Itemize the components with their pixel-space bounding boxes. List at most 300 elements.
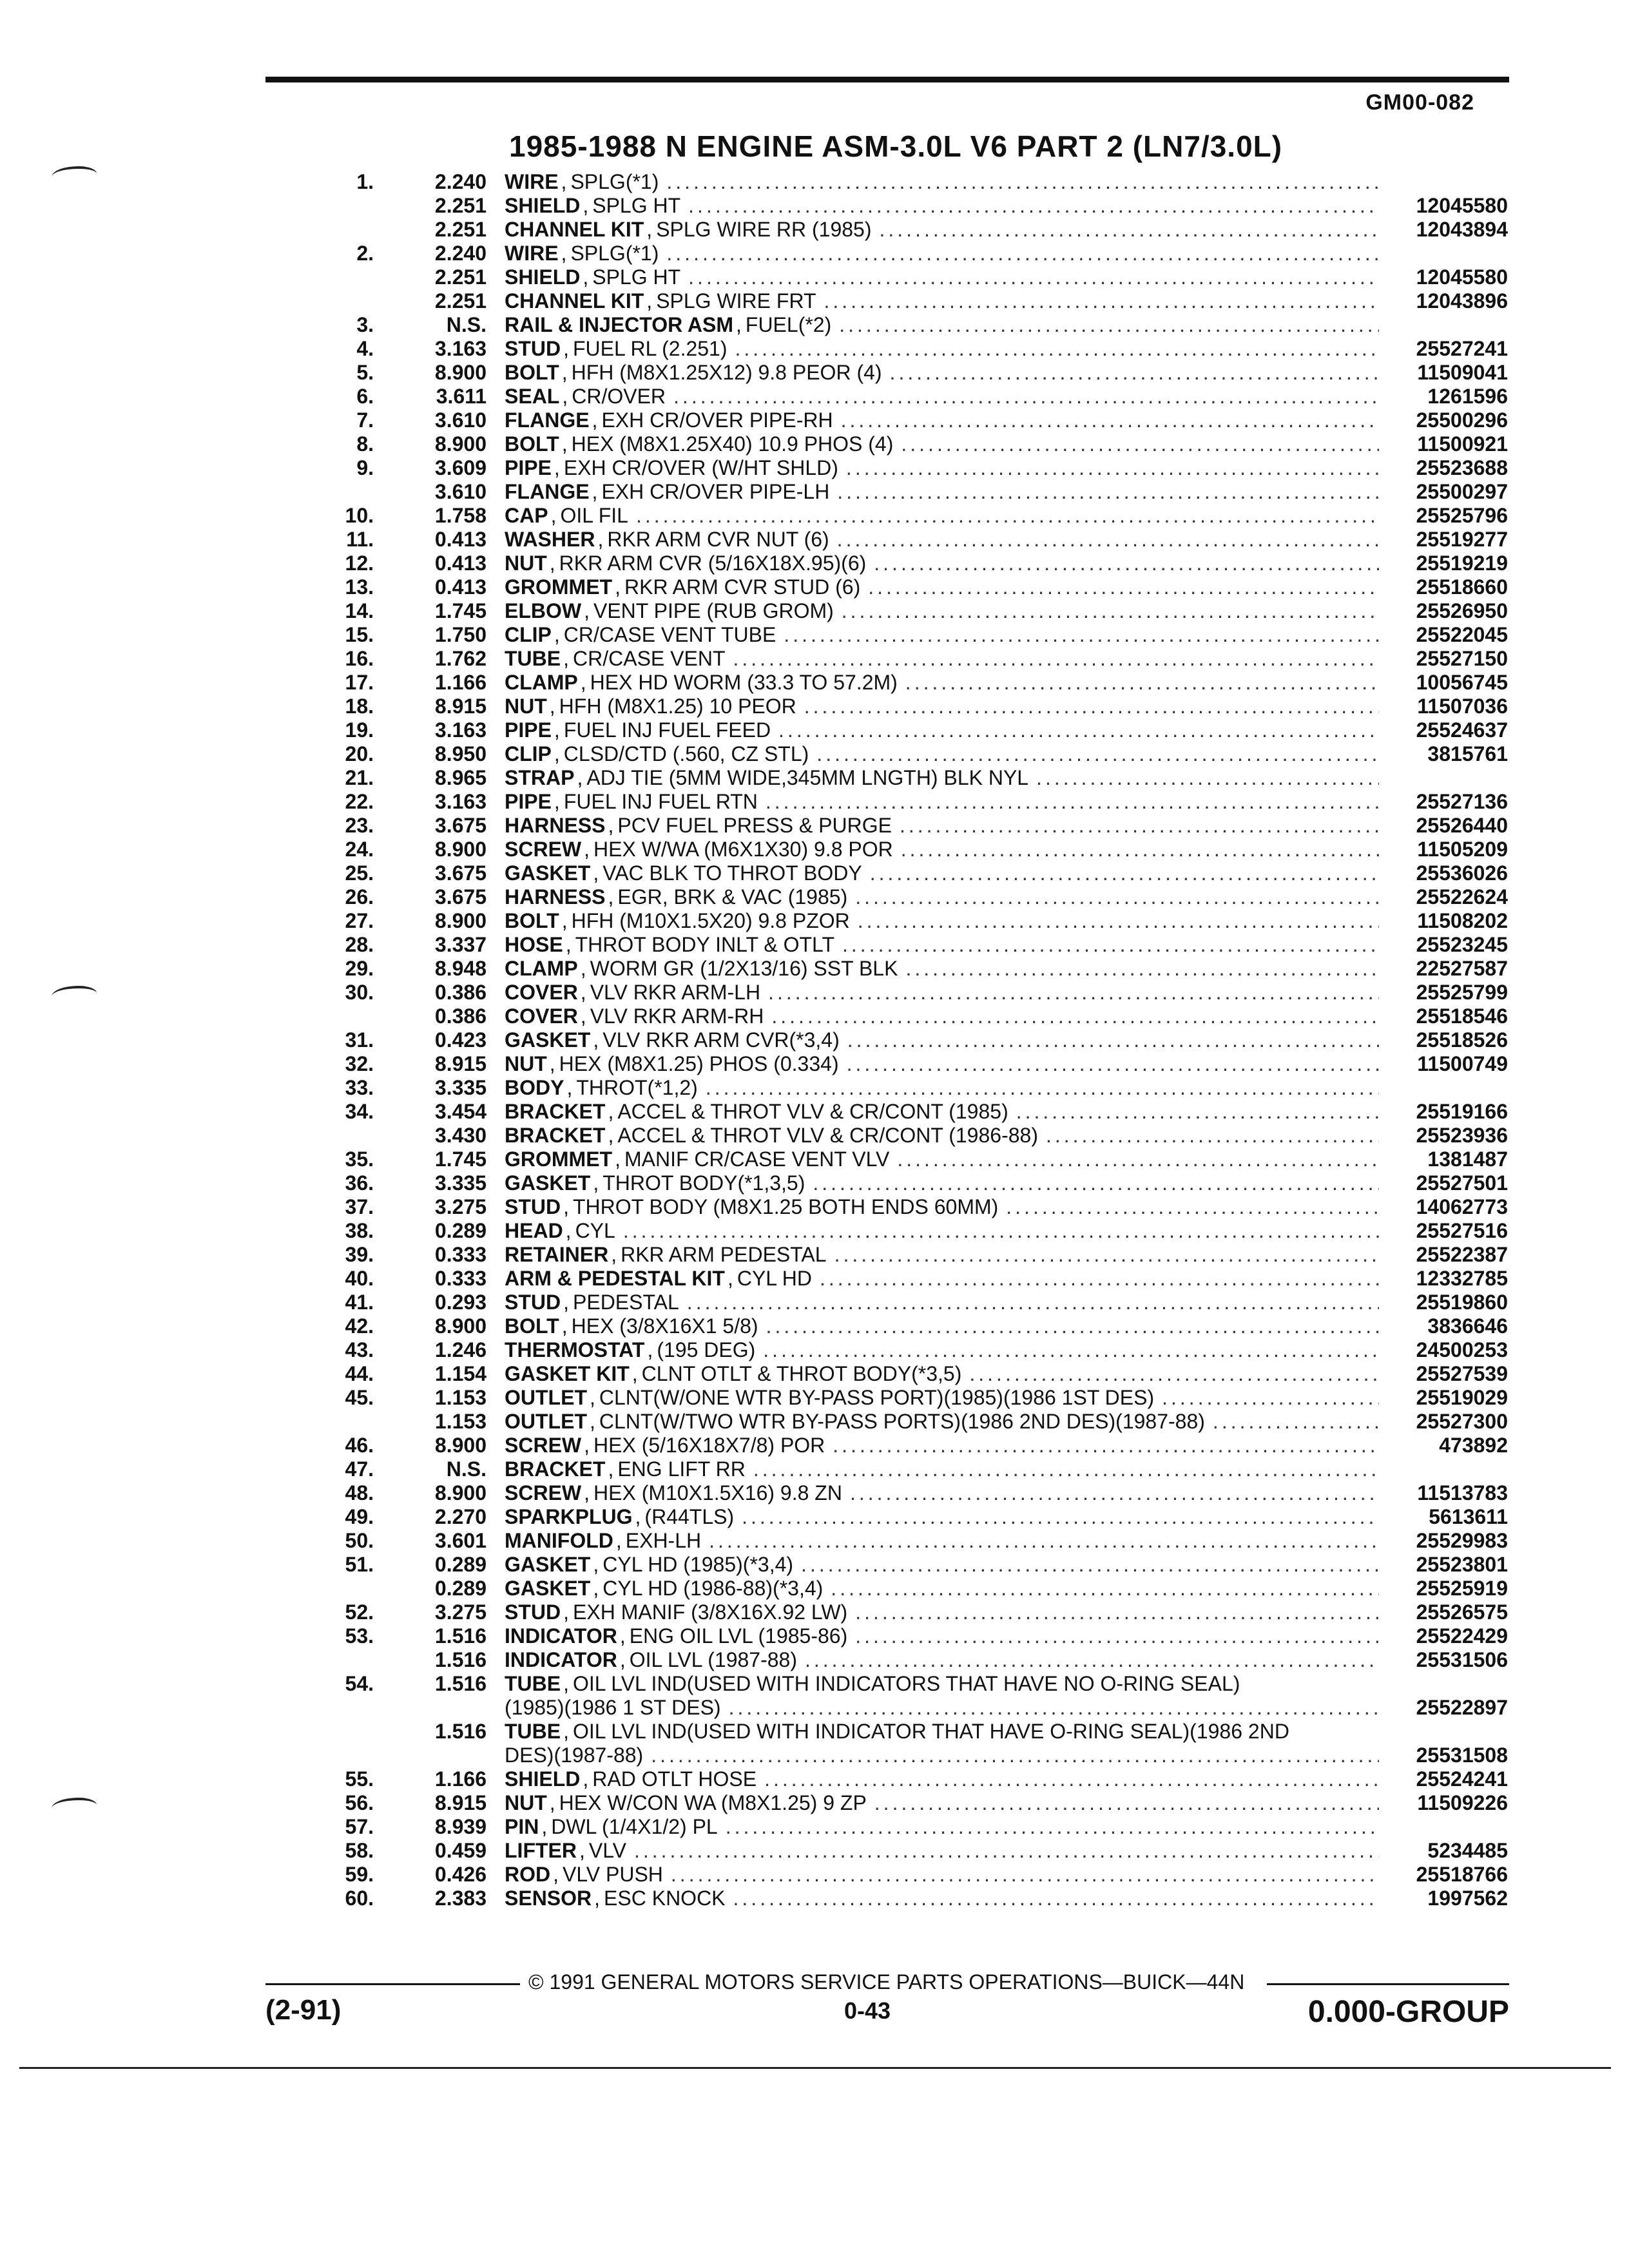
part-name: FLANGE xyxy=(505,408,590,432)
part-name: CHANNEL KIT xyxy=(505,289,644,312)
separator: , xyxy=(646,289,653,312)
dot-leader xyxy=(1213,1410,1379,1434)
part-name: HARNESS xyxy=(505,885,606,908)
part-detail: CLNT(W/TWO WTR BY-PASS PORTS)(1986 2ND DES)(1987-88) xyxy=(599,1410,1205,1433)
item-number: 55. xyxy=(345,1767,374,1791)
item-number: 3. xyxy=(356,313,374,336)
separator: , xyxy=(608,885,614,908)
parts-row xyxy=(284,408,1508,432)
item-number: 45. xyxy=(345,1386,374,1409)
part-detail: EXH CR/OVER PIPE-RH xyxy=(601,408,833,432)
part-detail: OIL LVL (1987-88) xyxy=(629,1648,797,1671)
part-number: 25500296 xyxy=(1416,408,1508,432)
part-number: 24500253 xyxy=(1416,1338,1508,1361)
item-number: 2. xyxy=(356,242,374,265)
separator: , xyxy=(584,599,590,622)
part-detail: CYL xyxy=(575,1219,615,1242)
parts-list xyxy=(284,170,1508,1910)
dot-leader xyxy=(837,480,1379,504)
separator: , xyxy=(611,1243,617,1266)
separator: , xyxy=(541,1815,548,1838)
item-number: 47. xyxy=(345,1457,374,1481)
part-number: 25518766 xyxy=(1416,1863,1508,1886)
separator: , xyxy=(579,1839,585,1862)
item-number: 54. xyxy=(345,1672,374,1695)
part-name: SHIELD xyxy=(505,194,581,217)
part-name: CLAMP xyxy=(505,671,578,694)
dot-leader xyxy=(870,861,1379,885)
group-number: 1.153 xyxy=(434,1386,487,1409)
parts-row xyxy=(284,1696,1508,1720)
part-description xyxy=(505,695,1379,718)
item-number: 41. xyxy=(345,1291,374,1314)
group-number: 3.610 xyxy=(434,480,487,503)
group-number: 0.423 xyxy=(434,1028,487,1052)
part-detail: FUEL RL (2.251) xyxy=(573,337,728,360)
margin-punch-mark xyxy=(52,1798,97,1816)
separator: , xyxy=(580,957,586,980)
part-detail: VLV RKR ARM-LH xyxy=(590,981,761,1004)
part-detail: SPLG WIRE FRT xyxy=(656,289,816,312)
parts-row xyxy=(284,838,1508,861)
separator: , xyxy=(608,1100,614,1123)
part-detail: ENG OIL LVL (1985-86) xyxy=(629,1624,848,1648)
separator: , xyxy=(615,1529,622,1552)
separator: , xyxy=(597,528,604,551)
separator: , xyxy=(565,933,572,956)
separator: , xyxy=(550,504,557,527)
part-description xyxy=(505,790,1379,814)
dot-leader xyxy=(837,528,1379,552)
group-number: 0.289 xyxy=(434,1553,487,1576)
parts-row xyxy=(284,1529,1508,1553)
group-number: 3.601 xyxy=(434,1529,487,1552)
dot-leader xyxy=(688,194,1379,218)
part-name: GASKET xyxy=(505,1577,591,1600)
part-number: 11500921 xyxy=(1417,432,1508,456)
part-description xyxy=(505,432,1379,456)
parts-row xyxy=(284,552,1508,575)
part-detail: THROT BODY(*1,3,5) xyxy=(602,1171,805,1195)
item-number: 51. xyxy=(345,1553,374,1576)
group-number: 3.430 xyxy=(434,1124,487,1147)
dot-leader xyxy=(764,1767,1379,1791)
parts-row xyxy=(284,528,1508,552)
group-number: 3.675 xyxy=(434,861,487,885)
group-number: 0.413 xyxy=(434,528,487,551)
separator: , xyxy=(554,623,560,646)
separator: , xyxy=(563,1672,569,1695)
part-number: 25536026 xyxy=(1416,861,1508,885)
separator: , xyxy=(615,1148,621,1171)
part-description xyxy=(505,1767,1379,1791)
part-description xyxy=(505,671,1379,695)
separator: , xyxy=(549,552,555,575)
page-number: 0-43 xyxy=(844,1997,891,2024)
dot-leader xyxy=(855,1624,1379,1648)
part-description xyxy=(505,981,1379,1004)
group-number: 2.251 xyxy=(434,218,487,241)
item-number: 38. xyxy=(345,1219,374,1242)
part-number: 25531506 xyxy=(1416,1648,1508,1671)
parts-row xyxy=(284,1505,1508,1529)
part-description xyxy=(505,361,1379,385)
parts-row xyxy=(284,1457,1508,1481)
part-description xyxy=(505,647,1379,671)
parts-row xyxy=(284,1004,1508,1028)
dot-leader xyxy=(623,1219,1379,1243)
group-number: 1.154 xyxy=(434,1362,487,1385)
item-number: 13. xyxy=(345,575,374,599)
part-description xyxy=(505,861,1379,885)
part-name: HEAD xyxy=(505,1219,563,1242)
part-name: ARM & PEDESTAL KIT xyxy=(505,1267,725,1290)
item-number: 53. xyxy=(345,1624,374,1648)
item-number: 35. xyxy=(345,1148,374,1171)
part-description xyxy=(505,1267,1379,1291)
parts-row xyxy=(284,289,1508,313)
part-description xyxy=(505,1100,1379,1124)
part-name: CAP xyxy=(505,504,548,527)
parts-row xyxy=(284,1362,1508,1386)
item-number: 36. xyxy=(345,1171,374,1195)
part-name: INDICATOR xyxy=(505,1624,617,1648)
part-description xyxy=(505,742,1379,766)
parts-row xyxy=(284,480,1508,504)
group-number: 0.426 xyxy=(434,1863,487,1886)
separator: , xyxy=(549,1052,555,1075)
part-number: 25522624 xyxy=(1416,885,1508,908)
dot-leader xyxy=(905,671,1379,695)
part-description xyxy=(505,1648,1379,1672)
separator: , xyxy=(631,1362,638,1385)
parts-row xyxy=(284,337,1508,361)
part-name: OUTLET xyxy=(505,1386,587,1409)
dot-leader xyxy=(742,1505,1379,1529)
part-detail: WORM GR (1/2X13/16) SST BLK xyxy=(590,957,898,980)
group-number: 3.275 xyxy=(434,1195,487,1218)
parts-row xyxy=(284,1815,1508,1839)
separator: , xyxy=(608,814,614,837)
separator: , xyxy=(615,575,621,599)
parts-row xyxy=(284,1052,1508,1076)
separator: , xyxy=(566,1076,573,1099)
dot-leader xyxy=(1162,1386,1379,1410)
dot-leader xyxy=(673,385,1379,408)
part-detail: HEX (M8X1.25) PHOS (0.334) xyxy=(559,1052,839,1075)
parts-row xyxy=(284,790,1508,814)
dot-leader xyxy=(771,1004,1379,1028)
part-number: 11513783 xyxy=(1417,1481,1508,1504)
group-number: 1.246 xyxy=(434,1338,487,1361)
group-number: 2.251 xyxy=(434,265,487,289)
item-number: 24. xyxy=(345,838,374,861)
separator: , xyxy=(727,1267,733,1290)
parts-row xyxy=(284,170,1508,194)
group-number: 1.762 xyxy=(434,647,487,670)
dot-leader xyxy=(733,1887,1379,1910)
group-number: 3.163 xyxy=(434,718,487,742)
group-number: 0.459 xyxy=(434,1839,487,1862)
part-detail: DWL (1/4X1/2) PL xyxy=(551,1815,718,1838)
dot-leader xyxy=(729,1696,1379,1720)
parts-row xyxy=(284,1434,1508,1457)
part-description xyxy=(505,1291,1379,1314)
part-description xyxy=(505,599,1379,623)
item-number: 14. xyxy=(345,599,374,622)
dot-leader xyxy=(900,814,1379,838)
part-name: SENSOR xyxy=(505,1887,592,1910)
parts-row xyxy=(284,1600,1508,1624)
parts-row xyxy=(284,814,1508,838)
part-description xyxy=(505,1624,1379,1648)
dot-leader xyxy=(820,1267,1379,1291)
dot-leader xyxy=(841,408,1379,432)
group-number: 1.758 xyxy=(434,504,487,527)
part-number: 10056745 xyxy=(1416,671,1508,694)
parts-row xyxy=(284,981,1508,1004)
item-number: 50. xyxy=(345,1529,374,1552)
separator: , xyxy=(562,385,568,408)
parts-row xyxy=(284,218,1508,242)
part-detail: ESC KNOCK xyxy=(604,1887,726,1910)
dot-leader xyxy=(805,1648,1379,1672)
part-number: 25522387 xyxy=(1416,1243,1508,1266)
part-number: 25527150 xyxy=(1416,647,1508,670)
part-number: 25524241 xyxy=(1416,1767,1508,1791)
part-detail: CYL HD xyxy=(737,1267,812,1290)
group-number: 8.900 xyxy=(434,838,487,861)
separator: , xyxy=(589,1410,595,1433)
part-description xyxy=(505,242,1379,265)
part-detail: EXH CR/OVER PIPE-LH xyxy=(601,480,830,503)
parts-row xyxy=(284,909,1508,933)
parts-row xyxy=(284,718,1508,742)
dot-leader xyxy=(833,1434,1379,1457)
item-number: 18. xyxy=(345,695,374,718)
part-description xyxy=(505,575,1379,599)
part-number: 25527539 xyxy=(1416,1362,1508,1385)
part-description xyxy=(505,1863,1379,1887)
parts-row xyxy=(284,194,1508,218)
item-number: 42. xyxy=(345,1314,374,1338)
part-number: 25527300 xyxy=(1416,1410,1508,1433)
group-number: 0.293 xyxy=(434,1291,487,1314)
part-detail: HEX (3/8X16X1 5/8) xyxy=(571,1314,758,1338)
part-name: BOLT xyxy=(505,909,559,932)
part-name: MANIFOLD xyxy=(505,1529,613,1552)
dot-leader xyxy=(1036,766,1379,790)
part-description xyxy=(505,933,1379,957)
part-number: 25523245 xyxy=(1416,933,1508,956)
part-description xyxy=(505,1696,1379,1720)
dot-leader xyxy=(905,957,1379,981)
item-number: 21. xyxy=(345,766,374,789)
item-number: 59. xyxy=(345,1863,374,1886)
separator: , xyxy=(561,909,568,932)
parts-row xyxy=(284,361,1508,385)
dot-leader xyxy=(831,1577,1379,1600)
part-detail: OIL LVL IND(USED WITH INDICATORS THAT HAVE NO O-RING SEAL) xyxy=(573,1672,1240,1695)
part-description xyxy=(505,1457,1379,1481)
item-number: 49. xyxy=(345,1505,374,1528)
item-number: 17. xyxy=(345,671,374,694)
part-number: 25522429 xyxy=(1416,1624,1508,1648)
part-name: BOLT xyxy=(505,432,559,456)
part-number: 25500297 xyxy=(1416,480,1508,503)
part-name: CHANNEL KIT xyxy=(505,218,644,241)
part-detail: (1985)(1986 1 ST DES) xyxy=(505,1696,721,1719)
parts-row xyxy=(284,456,1508,480)
group-number: 3.163 xyxy=(434,790,487,813)
dot-leader xyxy=(969,1362,1379,1386)
dot-leader xyxy=(766,1314,1379,1338)
parts-row xyxy=(284,1648,1508,1672)
part-description xyxy=(505,1148,1379,1171)
separator: , xyxy=(584,1434,590,1457)
group-number: 1.166 xyxy=(434,671,487,694)
separator: , xyxy=(619,1648,626,1671)
part-name: NUT xyxy=(505,1052,547,1075)
item-number: 39. xyxy=(345,1243,374,1266)
dot-leader xyxy=(671,1863,1379,1887)
dot-leader xyxy=(666,242,1379,265)
dot-leader xyxy=(813,1171,1379,1195)
item-number: 8. xyxy=(356,432,374,456)
separator: , xyxy=(563,337,569,360)
group-number: 8.900 xyxy=(434,1314,487,1338)
separator: , xyxy=(561,1314,568,1338)
parts-row xyxy=(284,1243,1508,1267)
group-number: 8.900 xyxy=(434,432,487,456)
part-detail: VLV PUSH xyxy=(563,1863,663,1886)
part-name: BRACKET xyxy=(505,1124,606,1147)
group-number: 8.915 xyxy=(434,695,487,718)
part-detail: THROT BODY INLT & OTLT xyxy=(575,933,835,956)
part-number: 12043896 xyxy=(1416,289,1508,312)
item-number: 15. xyxy=(345,623,374,646)
part-number: 25518660 xyxy=(1416,575,1508,599)
part-name: SEAL xyxy=(505,385,560,408)
part-description xyxy=(505,1004,1379,1028)
parts-row xyxy=(284,1124,1508,1148)
part-description xyxy=(505,1434,1379,1457)
item-number: 10. xyxy=(345,504,374,527)
part-description xyxy=(505,1410,1379,1434)
part-detail: ADJ TIE (5MM WIDE,345MM LNGTH) BLK NYL xyxy=(586,766,1029,789)
part-number: 11505209 xyxy=(1417,838,1508,861)
part-number: 25523801 xyxy=(1416,1553,1508,1576)
part-detail: VLV RKR ARM-RH xyxy=(590,1004,764,1028)
part-detail: FUEL INJ FUEL FEED xyxy=(563,718,771,742)
parts-row xyxy=(284,1481,1508,1505)
part-description xyxy=(505,1577,1379,1600)
item-number: 29. xyxy=(345,957,374,980)
date-code: (2-91) xyxy=(265,1994,342,2026)
part-name: STUD xyxy=(505,1600,561,1624)
part-detail: EXH MANIF (3/8X16X.92 LW) xyxy=(573,1600,848,1624)
part-detail: HFH (M8X1.25) 10 PEOR xyxy=(559,695,796,718)
separator: , xyxy=(594,1887,601,1910)
part-number: 22527587 xyxy=(1416,957,1508,980)
group-number: 3.609 xyxy=(434,456,487,479)
part-name: PIN xyxy=(505,1815,539,1838)
part-description xyxy=(505,1553,1379,1577)
group-number: 3.610 xyxy=(434,408,487,432)
separator: , xyxy=(554,456,560,479)
item-number: 32. xyxy=(345,1052,374,1075)
separator: , xyxy=(553,1863,559,1886)
dot-leader xyxy=(634,1839,1379,1863)
parts-row xyxy=(284,1100,1508,1124)
part-name: BRACKET xyxy=(505,1457,606,1481)
part-number: 25526440 xyxy=(1416,814,1508,837)
part-detail: THROT BODY (M8X1.25 BOTH ENDS 60MM) xyxy=(573,1195,999,1218)
item-number: 20. xyxy=(345,742,374,765)
group-number: 2.251 xyxy=(434,289,487,312)
group-number: 0.333 xyxy=(434,1243,487,1266)
group-number: 2.240 xyxy=(434,242,487,265)
separator: , xyxy=(592,480,598,503)
part-name: NUT xyxy=(505,1791,547,1814)
part-description xyxy=(505,1529,1379,1553)
item-number: 4. xyxy=(356,337,374,360)
part-detail: HEX (M10X1.5X16) 9.8 ZN xyxy=(593,1481,842,1504)
part-number: 25522045 xyxy=(1416,623,1508,646)
dot-leader xyxy=(850,1481,1379,1505)
separator: , xyxy=(647,1338,653,1361)
part-description xyxy=(505,885,1379,909)
part-detail: MANIF CR/CASE VENT VLV xyxy=(624,1148,890,1171)
part-detail: THROT(*1,2) xyxy=(576,1076,698,1099)
parts-row xyxy=(284,671,1508,695)
group-number: 3.675 xyxy=(434,814,487,837)
part-name: BOLT xyxy=(505,361,559,384)
separator: , xyxy=(646,218,653,241)
part-number: 11509226 xyxy=(1417,1791,1508,1814)
item-number: 5. xyxy=(356,361,374,384)
part-name: HOSE xyxy=(505,933,563,956)
parts-row xyxy=(284,742,1508,766)
part-description xyxy=(505,623,1379,647)
group-number: 8.915 xyxy=(434,1052,487,1075)
part-name: GASKET xyxy=(505,1553,591,1576)
part-name: SPARKPLUG xyxy=(505,1505,633,1528)
part-detail: RKR ARM CVR (5/16X18X.95)(6) xyxy=(559,552,867,575)
item-number: 25. xyxy=(345,861,374,885)
part-detail: RKR ARM CVR NUT (6) xyxy=(607,528,829,551)
parts-row xyxy=(284,1553,1508,1577)
group-number: 1.516 xyxy=(434,1720,487,1743)
part-detail: SPLG HT xyxy=(592,265,681,289)
part-number: 25518526 xyxy=(1416,1028,1508,1052)
part-number: 25525799 xyxy=(1416,981,1508,1004)
item-number: 43. xyxy=(345,1338,374,1361)
dot-leader xyxy=(868,575,1379,599)
separator: , xyxy=(583,1767,589,1791)
item-number: 60. xyxy=(345,1887,374,1910)
separator: , xyxy=(589,1386,595,1409)
group-number: 0.413 xyxy=(434,575,487,599)
parts-row xyxy=(284,1767,1508,1791)
part-detail: SPLG(*1) xyxy=(570,242,659,265)
part-number: 12332785 xyxy=(1416,1267,1508,1290)
separator: , xyxy=(565,1219,572,1242)
part-description xyxy=(505,1338,1379,1362)
part-name: NUT xyxy=(505,695,547,718)
part-description xyxy=(505,1791,1379,1815)
item-number: 12. xyxy=(345,552,374,575)
